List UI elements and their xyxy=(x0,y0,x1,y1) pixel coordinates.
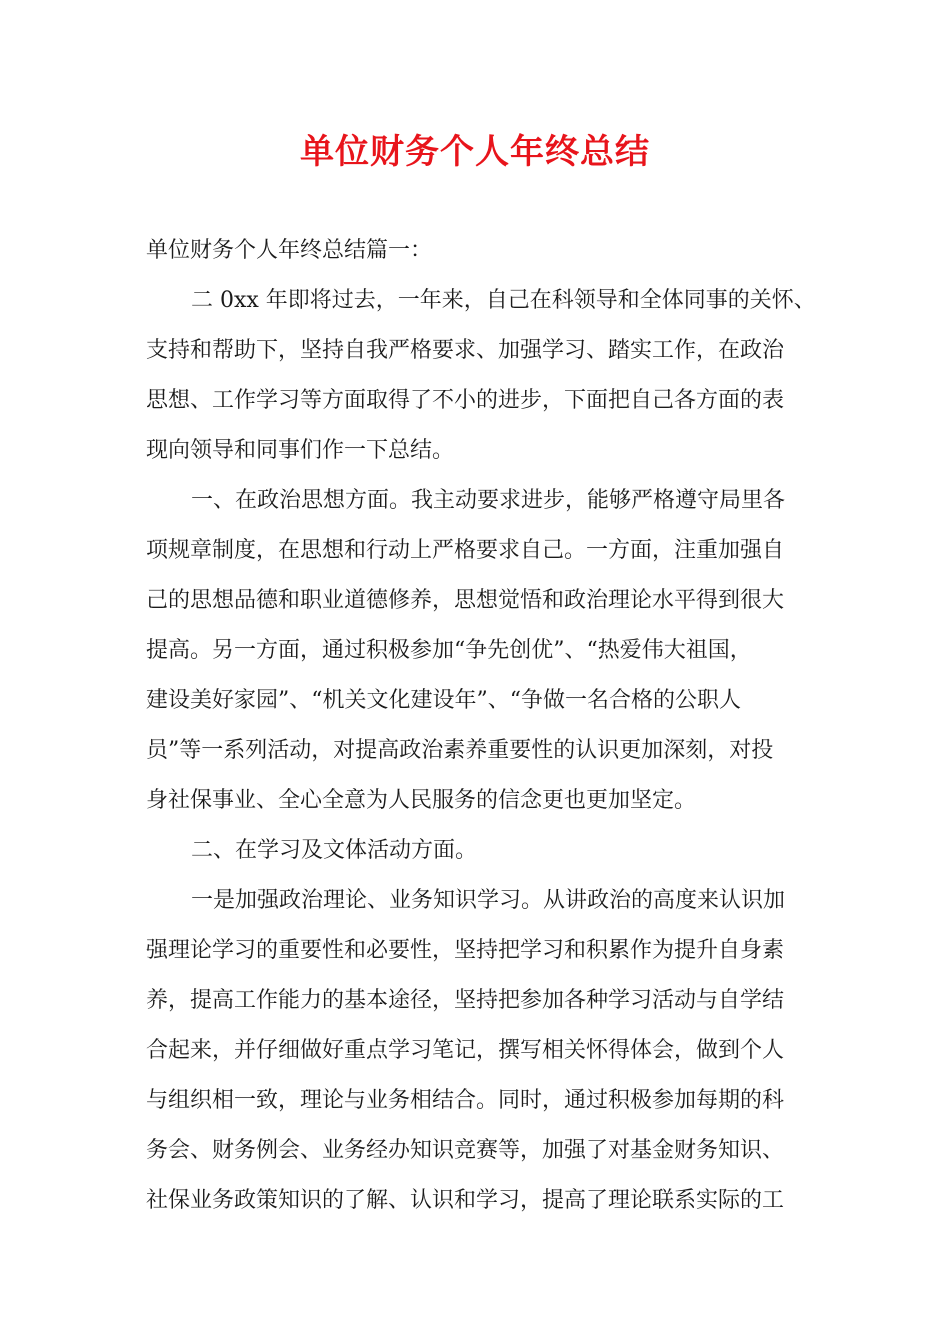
paragraph-line: 社保业务政策知识的了解、认识和学习，提高了理论联系实际的工 xyxy=(146,1188,785,1213)
paragraph-line: 强理论学习的重要性和必要性，坚持把学习和积累作为提升自身素 xyxy=(146,938,785,963)
paragraph-line: 项规章制度，在思想和行动上严格要求自己。一方面，注重加强自 xyxy=(146,538,785,563)
paragraph-line: 二 0xx 年即将过去，一年来，自己在科领导和全体同事的关怀、 xyxy=(191,288,816,313)
paragraph-line: 与组织相一致，理论与业务相结合。同时，通过积极参加每期的科 xyxy=(146,1088,785,1113)
paragraph-line: 现向领导和同事们作一下总结。 xyxy=(146,438,455,463)
paragraph-line: 员”等一系列活动，对提高政治素养重要性的认识更加深刻，对投 xyxy=(146,738,774,763)
paragraph-line: 养，提高工作能力的基本途径，坚持把参加各种学习活动与自学结 xyxy=(146,988,785,1013)
paragraph-line: 身社保事业、全心全意为人民服务的信念更也更加坚定。 xyxy=(146,788,697,813)
document-title: 单位财务个人年终总结 xyxy=(300,132,650,172)
paragraph-line: 务会、财务例会、业务经办知识竞赛等，加强了对基金财务知识、 xyxy=(146,1138,785,1163)
paragraph-line: 支持和帮助下，坚持自我严格要求、加强学习、踏实工作，在政治 xyxy=(146,338,785,363)
paragraph-line: 建设美好家园”、“机关文化建设年”、“争做一名合格的公职人 xyxy=(146,688,741,713)
paragraph-line: 一是加强政治理论、业务知识学习。从讲政治的高度来认识加 xyxy=(191,888,786,913)
paragraph-line: 己的思想品德和职业道德修养，思想觉悟和政治理论水平得到很大 xyxy=(146,588,785,613)
paragraph-line: 思想、工作学习等方面取得了不小的进步，下面把自己各方面的表 xyxy=(146,388,785,413)
section-heading: 单位财务个人年终总结篇一： xyxy=(146,238,433,263)
paragraph-line: 一、在政治思想方面。我主动要求进步，能够严格遵守局里各 xyxy=(191,488,786,513)
paragraph-line: 二、在学习及文体活动方面。 xyxy=(191,838,478,863)
paragraph-line: 合起来，并仔细做好重点学习笔记，撰写相关怀得体会，做到个人 xyxy=(146,1038,785,1063)
paragraph-line: 提高。另一方面，通过积极参加“争先创优”、“热爱伟大祖国， xyxy=(146,638,752,663)
